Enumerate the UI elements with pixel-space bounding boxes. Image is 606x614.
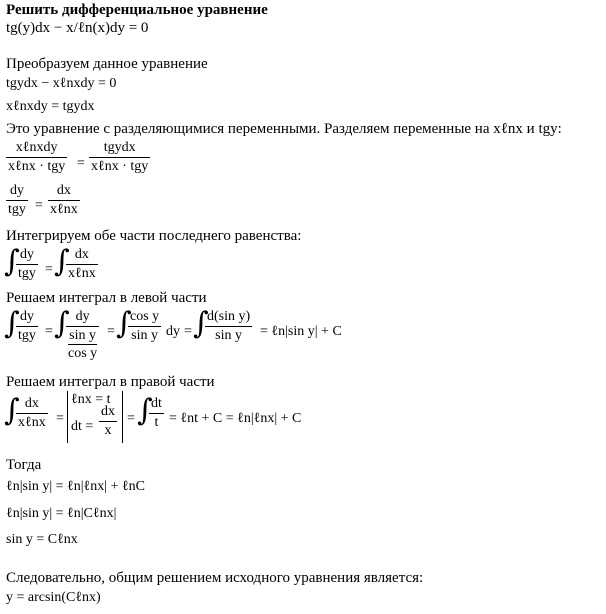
sep2-left-denominator: tgy <box>8 202 26 217</box>
sep2-right-numerator: dx <box>56 183 71 198</box>
left-f2-inner-denominator: cos y <box>68 346 98 361</box>
fraction-bar <box>48 200 80 201</box>
equals-sign: = <box>35 198 43 213</box>
equals-sign: = <box>45 262 53 277</box>
fraction-bar <box>16 264 38 265</box>
then-equation-2: ℓn|sin y| = ℓn|Cℓnx| <box>6 506 117 521</box>
fraction-bar <box>128 326 161 327</box>
int-left-numerator: dy <box>19 247 34 262</box>
right-integral-text: Решаем интеграл в правой части <box>6 374 215 390</box>
conclusion-text: Следовательно, общим решением исходного уравнения является: <box>6 570 424 586</box>
dy-term: dy <box>166 324 180 339</box>
left-f1-denominator: tgy <box>18 328 36 343</box>
fraction-bar <box>205 326 252 327</box>
right-f1-numerator: dx <box>24 396 39 411</box>
fraction-bar <box>6 157 67 158</box>
right-result: = ℓnt + C = ℓn|ℓnx| + C <box>169 411 302 426</box>
sep1-left-fraction <box>6 140 67 175</box>
fraction-bar <box>99 421 117 422</box>
left-result: = ℓn|sin y| + C <box>260 324 342 339</box>
sep1-left-denominator: xℓnx · tgy <box>8 159 66 174</box>
separable-text: Это уравнение с разделяющимися переменными. Разделяем переменные на xℓnx и tgy: <box>6 121 562 137</box>
fraction-bar <box>66 264 98 265</box>
integral-sign: ∫ <box>54 306 70 341</box>
fraction-bar <box>89 157 150 158</box>
integral-sign: ∫ <box>54 244 70 279</box>
fraction-bar <box>68 344 97 345</box>
substitution-bracket-right <box>122 391 123 443</box>
then-text: Тогда <box>6 457 42 473</box>
right-f2-numerator: dt <box>151 396 162 411</box>
integral-sign: ∫ <box>116 306 132 341</box>
substitution-bracket-left <box>67 391 68 443</box>
substitution-line-2-left: dt = <box>71 419 94 434</box>
equation-step-2: xℓnxdy = tgydx <box>6 99 95 114</box>
equals-sign: = <box>184 324 192 339</box>
left-f4 <box>205 309 252 344</box>
left-f3 <box>128 309 161 344</box>
right-f2 <box>149 396 164 431</box>
equals-sign: = <box>77 156 85 171</box>
left-f2-numerator: dy <box>75 309 90 324</box>
equals-sign: = <box>107 324 115 339</box>
left-integral-text: Решаем интеграл в левой части <box>6 290 207 306</box>
left-f2-denominator <box>66 328 99 361</box>
then-equation-3: sin y = Cℓnx <box>6 532 78 547</box>
right-f1 <box>16 396 48 431</box>
given-equation: tg(y)dx − x/ℓn(x)dy = 0 <box>6 20 149 36</box>
integrate-text: Интегрируем обе части последнего равенства: <box>6 228 302 244</box>
integral-sign: ∫ <box>4 306 20 341</box>
left-f4-denominator: sin y <box>215 328 242 343</box>
sep1-right-denominator: xℓnx · tgy <box>91 159 149 174</box>
right-f1-denominator: xℓnx <box>18 415 46 430</box>
equals-sign: = <box>56 411 64 426</box>
equals-sign: = <box>127 411 135 426</box>
left-f4-numerator: d(sin y) <box>207 309 251 324</box>
left-f3-numerator: cos y <box>130 309 160 324</box>
left-f2-inner-numerator: sin y <box>69 328 96 343</box>
int-right-fraction <box>66 247 98 282</box>
sep1-right-numerator: tgydx <box>103 140 136 155</box>
int-right-numerator: dx <box>74 247 89 262</box>
sep2-left-numerator: dy <box>9 183 24 198</box>
sep2-left-fraction <box>6 183 28 218</box>
equation-step-1: tgydx − xℓnxdy = 0 <box>6 76 117 91</box>
fraction-bar <box>6 200 28 201</box>
fraction-bar <box>16 326 38 327</box>
final-answer: y = arcsin(Cℓnx) <box>6 590 101 605</box>
sep1-left-numerator: xℓnxdy <box>15 140 58 155</box>
fraction-bar <box>149 413 164 414</box>
int-left-denominator: tgy <box>18 266 36 281</box>
sep1-right-fraction <box>89 140 150 175</box>
fraction-bar <box>66 326 99 327</box>
right-f2-denominator: t <box>154 415 159 430</box>
substitution-fraction <box>99 404 117 439</box>
integral-sign: ∫ <box>4 393 20 428</box>
fraction-bar <box>16 413 48 414</box>
substitution-denominator: x <box>104 423 112 438</box>
integral-sign: ∫ <box>4 244 20 279</box>
transform-label: Преобразуем данное уравнение <box>6 56 208 72</box>
sep2-right-denominator: xℓnx <box>50 202 78 217</box>
left-f1-numerator: dy <box>19 309 34 324</box>
equals-sign: = <box>45 324 53 339</box>
then-equation-1: ℓn|sin y| = ℓn|ℓnx| + ℓnC <box>6 479 146 494</box>
integral-sign: ∫ <box>193 306 209 341</box>
integral-sign: ∫ <box>137 393 153 428</box>
substitution-numerator: dx <box>101 404 115 419</box>
sep2-right-fraction <box>48 183 80 218</box>
int-right-denominator: xℓnx <box>68 266 96 281</box>
left-f1 <box>16 309 38 344</box>
substitution-line-1: ℓnx = t <box>71 392 111 407</box>
left-f3-denominator: sin y <box>131 328 158 343</box>
int-left-fraction <box>16 247 38 282</box>
page-title: Решить дифференциальное уравнение <box>6 2 268 18</box>
left-f2 <box>66 309 99 361</box>
